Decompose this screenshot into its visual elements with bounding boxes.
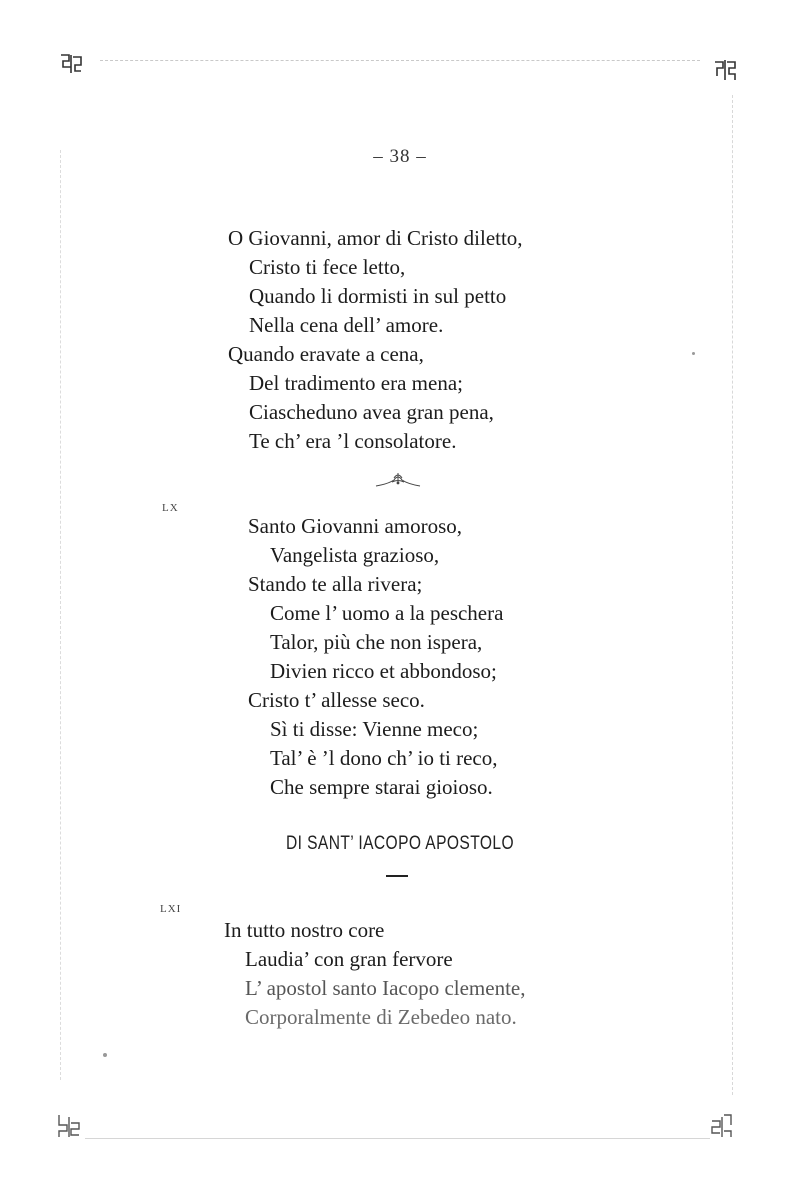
verse-line: Cristo ti fece letto,	[249, 255, 406, 279]
section-label-lx: LX	[162, 502, 179, 514]
verse-line: Sì ti disse: Vienne meco;	[270, 717, 479, 741]
verse-line: Talor, più che non ispera,	[270, 630, 483, 654]
verse-line: Come l’ uomo a la peschera	[270, 601, 504, 625]
corner-ornament-icon	[58, 52, 84, 78]
verse-line: Te ch’ era ’l consolatore.	[249, 429, 457, 453]
corner-ornament-icon	[708, 1112, 734, 1138]
corner-ornament-icon	[712, 57, 738, 83]
verse-line: Quando li dormisti in sul petto	[249, 284, 507, 308]
verse-line: Ciascheduno avea gran pena,	[249, 400, 494, 424]
frame-bottom-rule	[85, 1138, 710, 1139]
verse-line: Che sempre starai gioioso.	[270, 775, 493, 799]
verse-line: Quando eravate a cena,	[228, 342, 424, 366]
verse-line: L’ apostol santo Iacopo clemente,	[245, 976, 526, 1000]
verse-line: Nella cena dell’ amore.	[249, 313, 444, 337]
verse-line: In tutto nostro core	[224, 918, 385, 942]
verse-line: Corporalmente di Zebedeo nato.	[245, 1005, 517, 1029]
ink-speck	[103, 1053, 107, 1057]
verse-line: Stando te alla rivera;	[248, 572, 423, 596]
verse-line: Del tradimento era mena;	[249, 371, 463, 395]
corner-ornament-icon	[56, 1112, 82, 1138]
frame-top-rule	[100, 60, 700, 61]
page-number: – 38 –	[373, 146, 427, 167]
frame-right-rule	[732, 95, 733, 1095]
verse-line: Divien ricco et abbondoso;	[270, 659, 497, 683]
verse-line: Tal’ è ’l dono ch’ io ti reco,	[270, 746, 498, 770]
fleuron-ornament-icon	[368, 470, 428, 490]
frame-left-rule	[60, 150, 61, 1080]
ink-speck	[692, 352, 695, 355]
verse-line: O Giovanni, amor di Cristo diletto,	[228, 226, 523, 250]
section-heading: DI SANT’ IACOPO APOSTOLO	[285, 833, 515, 854]
heading-rule	[386, 875, 408, 877]
verse-line: Laudia’ con gran fervore	[245, 947, 453, 971]
section-label-lxi: LXI	[160, 903, 182, 915]
verse-line: Cristo t’ allesse seco.	[248, 688, 425, 712]
verse-line: Vangelista grazioso,	[270, 543, 440, 567]
verse-line: Santo Giovanni amoroso,	[248, 514, 463, 538]
